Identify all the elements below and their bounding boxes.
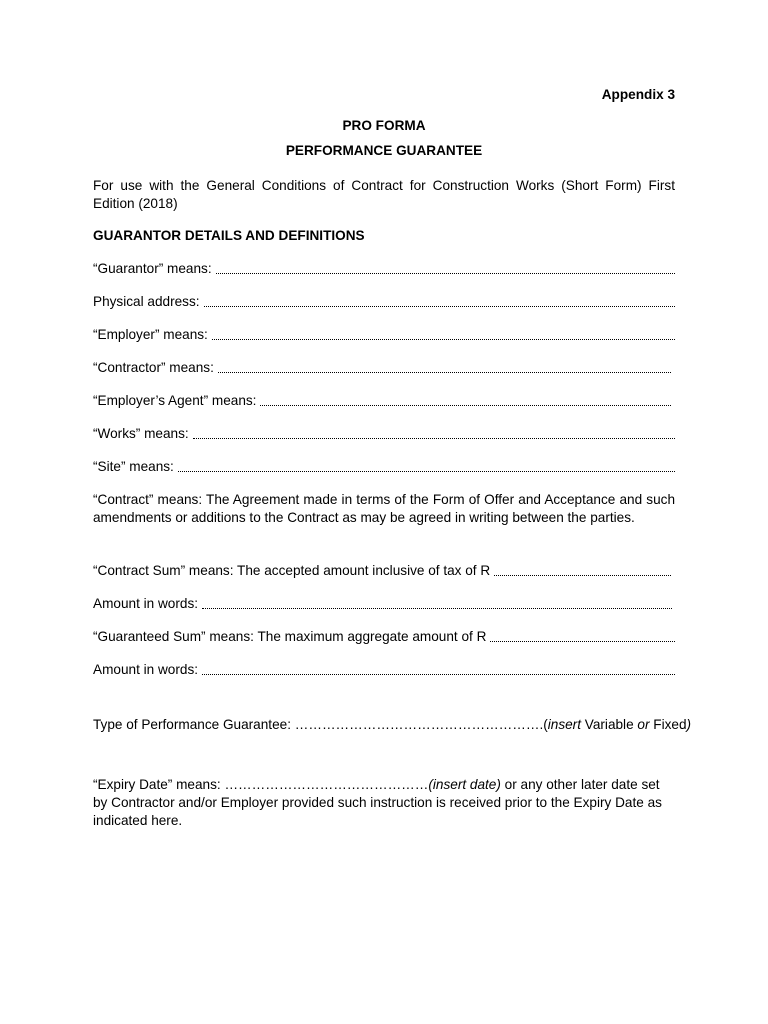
section-heading: GUARANTOR DETAILS AND DEFINITIONS: [93, 228, 365, 243]
physical-address-label: Physical address:: [93, 294, 200, 309]
expiry-date-paragraph: [93, 776, 675, 830]
site-field[interactable]: [93, 458, 675, 476]
document-title: PRO FORMA: [342, 118, 426, 133]
guaranteed-sum-field[interactable]: [93, 628, 675, 646]
guarantor-label: “Guarantor” means:: [93, 261, 212, 276]
site-blank[interactable]: [178, 471, 675, 472]
contract-definition: “Contract” means: The Agreement made in terms of the Form of Offer and Acceptance and such amendments or additions to the Contract as may be agreed in writing between the parties.: [93, 492, 675, 525]
guaranteed-sum-blank[interactable]: [490, 641, 675, 642]
expiry-rest: or any other later date set by Contractor and/or Employer provided such instruction is received prior to the Expiry Date as indicated here.: [93, 777, 662, 828]
contractor-field[interactable]: [93, 359, 675, 377]
works-label: “Works” means:: [93, 426, 189, 441]
guaranteed-sum-words-field[interactable]: [93, 661, 675, 679]
intro-paragraph: For use with the General Conditions of Contract for Construction Works (Short Form) First Edition (2018): [93, 178, 675, 211]
employer-blank[interactable]: [212, 339, 675, 340]
employers-agent-field[interactable]: [93, 392, 675, 410]
physical-address-field[interactable]: [93, 293, 675, 311]
contract-sum-words-field[interactable]: [93, 595, 675, 613]
employer-label: “Employer” means:: [93, 327, 208, 342]
employers-agent-blank[interactable]: [260, 405, 671, 406]
contract-sum-words-label: Amount in words:: [93, 596, 199, 611]
guarantee-type-close: ): [686, 717, 692, 732]
physical-address-blank[interactable]: [204, 306, 675, 307]
expiry-insert-date: (insert date): [428, 777, 501, 792]
document-subtitle: PERFORMANCE GUARANTEE: [285, 143, 483, 158]
employers-agent-label: “Employer’s Agent” means:: [93, 393, 257, 408]
appendix-label: Appendix 3: [601, 87, 675, 102]
contract-sum-label: “Contract Sum” means: The accepted amount inclusive of tax of R: [93, 563, 491, 578]
guarantee-type-fixed: Fixed: [649, 717, 687, 732]
contract-sum-blank[interactable]: [494, 575, 671, 576]
guarantee-type-insert: insert: [547, 717, 581, 732]
site-label: “Site” means:: [93, 459, 174, 474]
contract-sum-field[interactable]: [93, 562, 675, 580]
guaranteed-sum-words-label: Amount in words:: [93, 662, 199, 677]
works-field[interactable]: [93, 425, 675, 443]
guarantee-type-line: [93, 716, 692, 734]
contract-sum-words-blank[interactable]: [202, 608, 672, 609]
expiry-label: “Expiry Date” means:: [93, 777, 225, 792]
guarantor-blank[interactable]: [216, 273, 675, 274]
guarantee-type-or: or: [637, 717, 650, 732]
guarantor-field[interactable]: [93, 260, 675, 278]
expiry-blank[interactable]: ………………………………………: [224, 777, 429, 792]
guarantee-type-variable: Variable: [581, 717, 638, 732]
employer-field[interactable]: [93, 326, 675, 344]
works-blank[interactable]: [193, 438, 675, 439]
guaranteed-sum-words-blank[interactable]: [202, 674, 675, 675]
guaranteed-sum-label: “Guaranteed Sum” means: The maximum aggregate amount of R: [93, 629, 487, 644]
contractor-blank[interactable]: [218, 372, 671, 373]
guarantee-type-label: Type of Performance Guarantee:: [93, 717, 295, 732]
guarantee-type-blank[interactable]: ……………………………………………….(: [294, 717, 548, 732]
contractor-label: “Contractor” means:: [93, 360, 214, 375]
